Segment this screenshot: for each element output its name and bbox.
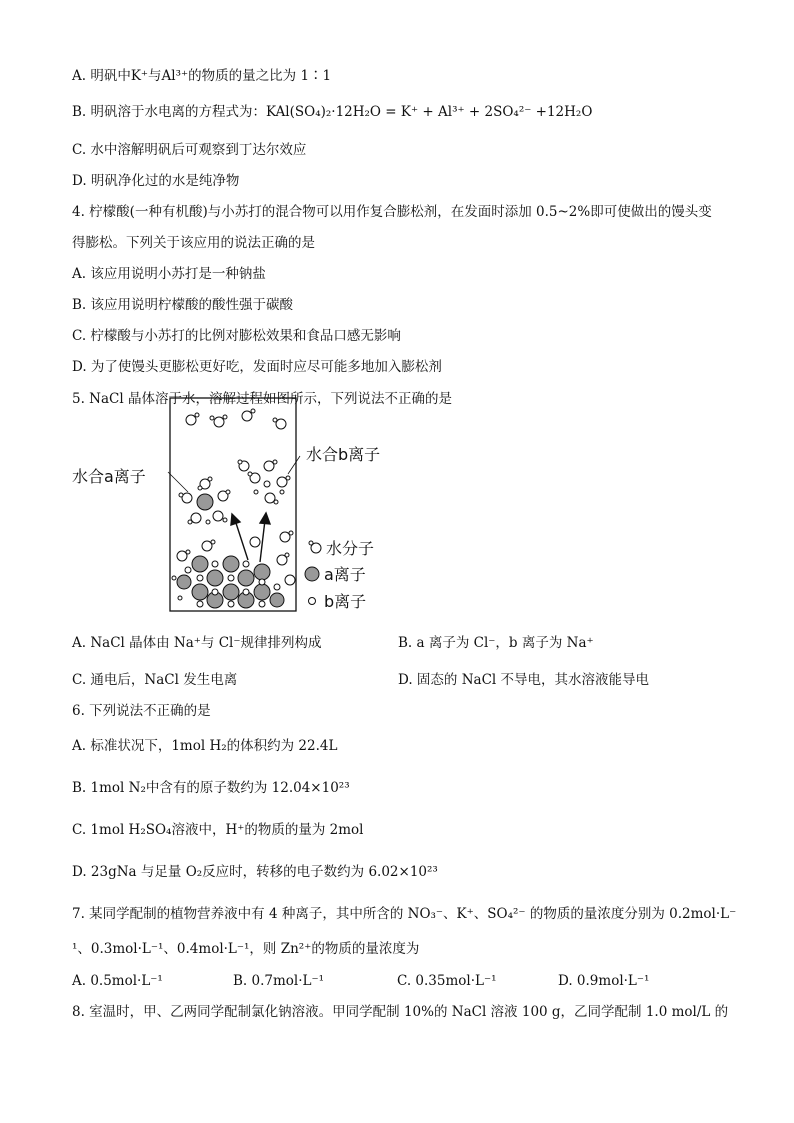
legend-a-label: a离子	[324, 565, 366, 584]
q4-option-b: B. 该应用说明柠檬酸的酸性强于碳酸	[72, 297, 294, 313]
q7-option-a: A. 0.5mol·L⁻¹	[72, 973, 163, 989]
q5-option-d: D. 固态的 NaCl 不导电，其水溶液能导电	[398, 672, 650, 688]
q6-option-c: C. 1mol H₂SO₄溶液中，H⁺的物质的量为 2mol	[72, 822, 364, 838]
q7-stem-line2: ¹、0.3mol·L⁻¹、0.4mol·L⁻¹，则 Zn²⁺的物质的量浓度为	[72, 941, 420, 957]
q6-option-d: D. 23gNa 与足量 O₂反应时，转移的电子数约为 6.02×10²³	[72, 864, 438, 880]
q3-option-c: C. 水中溶解明矾后可观察到丁达尔效应	[72, 142, 307, 158]
leader-a	[168, 472, 188, 492]
legend-water-label: 水分子	[326, 539, 375, 558]
hydrated-a-ion	[179, 477, 230, 524]
q4-option-d: D. 为了使馒头更膨松更好吃，发面时应尽可能多地加入膨松剂	[72, 359, 442, 375]
legend-b-icon	[309, 598, 316, 605]
legend-b-label: b离子	[324, 592, 367, 611]
q3-option-a: A. 明矾中K⁺与Al³⁺的物质的量之比为 1∶1	[72, 68, 332, 84]
q4-stem-line1: 4. 柠檬酸(一种有机酸)与小苏打的混合物可以用作复合膨松剂，在发面时添加 0.5~2%即可使做出的馒头变	[72, 204, 712, 220]
q6-option-a: A. 标准状况下，1mol H₂的体积约为 22.4L	[72, 738, 338, 754]
water-molecules-top	[186, 409, 286, 429]
dissolve-arrows	[231, 513, 270, 562]
nacl-dissolution-diagram	[60, 392, 400, 617]
legend-water-icon	[309, 541, 321, 553]
q5-stem: 5. NaCl 晶体溶于水，溶解过程如图所示，下列说法不正确的是	[72, 391, 452, 407]
q5-option-a: A. NaCl 晶体由 Na⁺与 Cl⁻规律排列构成	[72, 635, 322, 651]
q7-option-b: B. 0.7mol·L⁻¹	[233, 973, 325, 989]
leader-b	[288, 456, 300, 474]
label-hydrated-a: 水合a离子	[72, 467, 146, 486]
q7-option-d: D. 0.9mol·L⁻¹	[558, 973, 650, 989]
q5-option-c: C. 通电后，NaCl 发生电离	[72, 672, 238, 688]
hydrated-b-ion	[238, 460, 290, 504]
q4-stem-line2: 得膨松。下列关于该应用的说法正确的是	[72, 235, 315, 251]
q7-option-c: C. 0.35mol·L⁻¹	[397, 973, 497, 989]
q5-option-b: B. a 离子为 Cl⁻，b 离子为 Na⁺	[398, 635, 594, 651]
q4-option-c: C. 柠檬酸与小苏打的比例对膨松效果和食品口感无影响	[72, 328, 401, 344]
q8-stem-line1: 8. 室温时，甲、乙两同学配制氯化钠溶液。甲同学配制 10%的 NaCl 溶液 100 g，乙同学配制 1.0 mol/L 的	[72, 1004, 729, 1020]
q3-option-d: D. 明矾净化过的水是纯净物	[72, 173, 240, 189]
legend-a-icon	[305, 567, 319, 581]
label-hydrated-b: 水合b离子	[306, 445, 381, 464]
q6-stem: 6. 下列说法不正确的是	[72, 703, 211, 719]
q3-option-b: B. 明矾溶于水电离的方程式为：KAl(SO₄)₂·12H₂O = K⁺ + Al³⁺ + 2SO₄²⁻ +12H₂O	[72, 104, 593, 120]
q4-option-a: A. 该应用说明小苏打是一种钠盐	[72, 266, 266, 282]
q6-option-b: B. 1mol N₂中含有的原子数约为 12.04×10²³	[72, 780, 350, 796]
nacl-crystal	[172, 531, 295, 608]
q7-stem-line1: 7. 某同学配制的植物营养液中有 4 种离子，其中所含的 NO₃⁻、K⁺、SO₄²⁻ 的物质的量浓度分别为 0.2mol·L⁻	[72, 906, 737, 922]
